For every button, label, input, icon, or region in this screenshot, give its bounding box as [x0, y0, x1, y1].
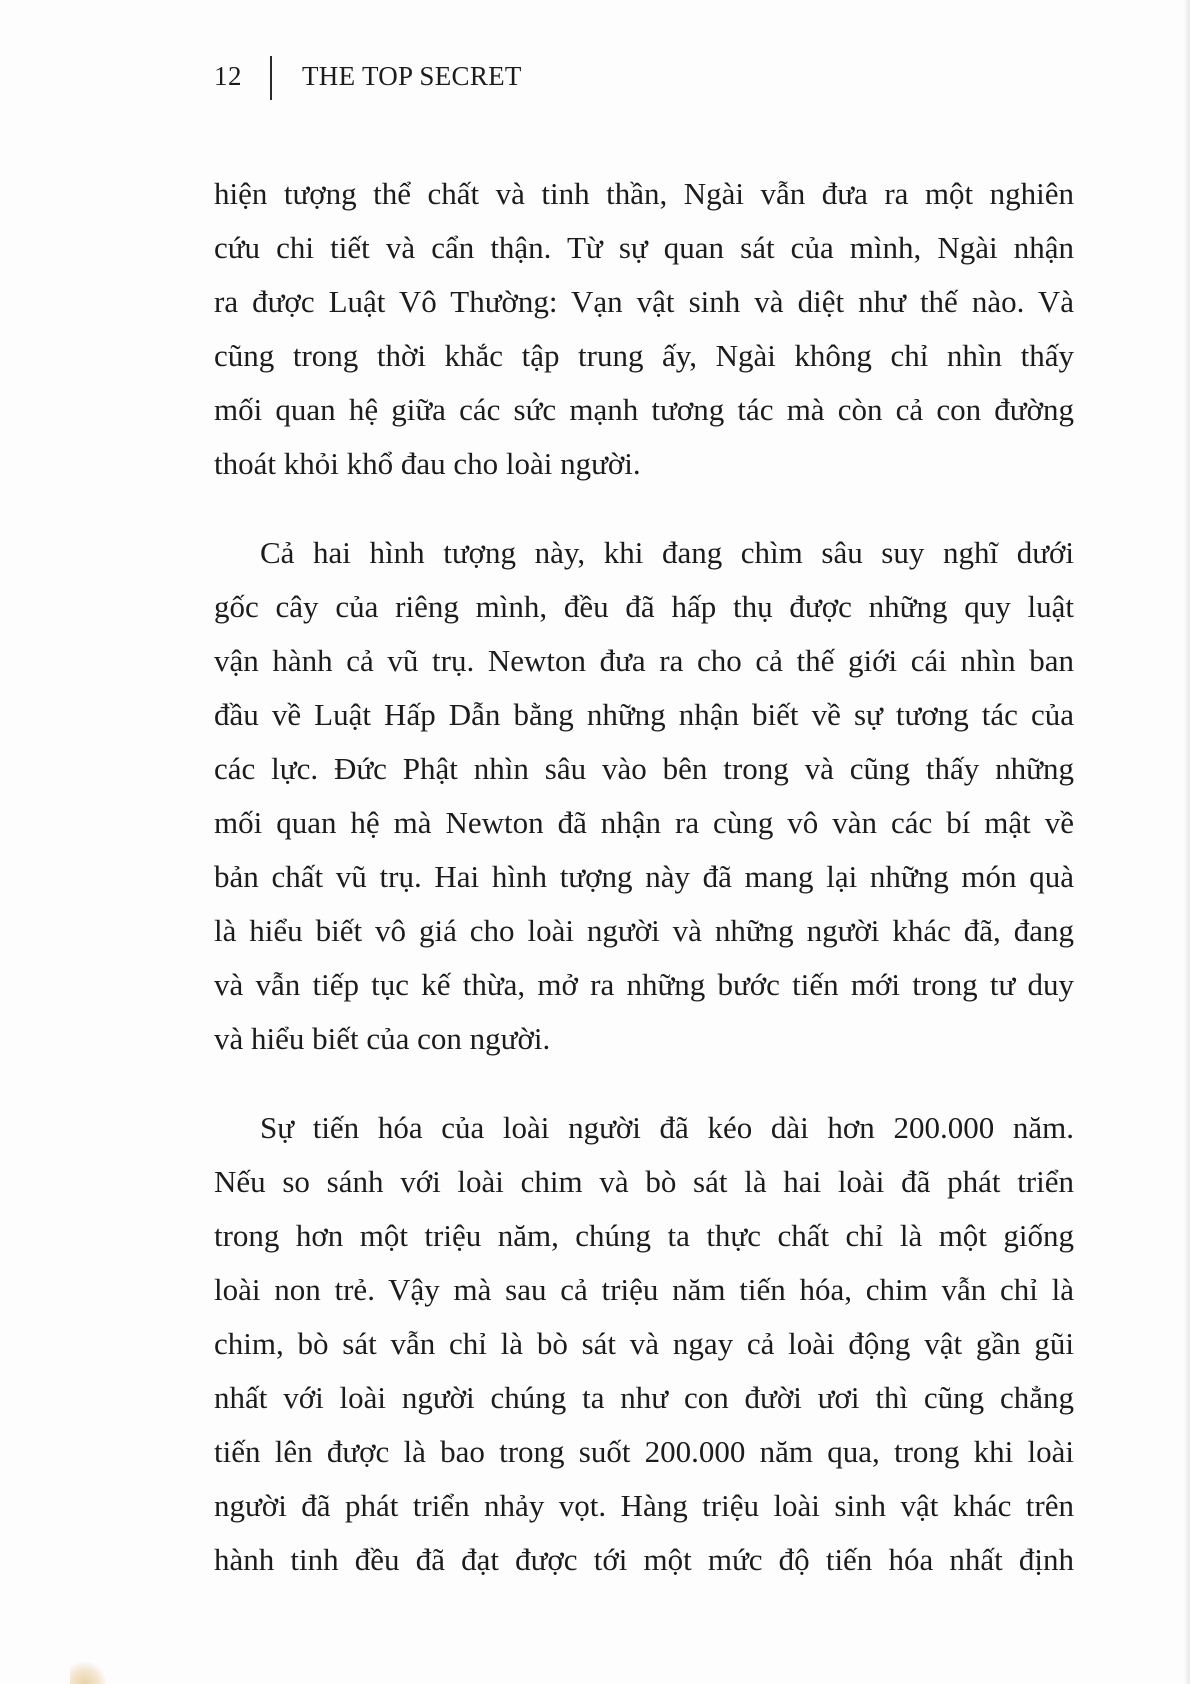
text-line: Nếu so sánh với loài chim và bò sát là hai loài đã phát triển: [214, 1164, 1074, 1199]
text-line: thoát khỏi khổ đau cho loài người.: [214, 446, 641, 481]
text-line: vận hành cả vũ trụ. Newton đưa ra cho cả thế giới cái nhìn ban: [214, 643, 1074, 678]
header-divider: [270, 56, 272, 100]
text-line: ra được Luật Vô Thường: Vạn vật sinh và diệt như thế nào. Và: [214, 284, 1074, 319]
text-line: và vẫn tiếp tục kế thừa, mở ra những bước tiến mới trong tư duy: [214, 967, 1074, 1002]
text-line: mối quan hệ giữa các sức mạnh tương tác mà còn cả con đường: [214, 392, 1074, 427]
paragraph-2: [214, 526, 1074, 1066]
paragraph-1: [214, 167, 1074, 491]
text-line: các lực. Đức Phật nhìn sâu vào bên trong và cũng thấy những: [214, 751, 1074, 786]
page-edge-shadow: [1184, 0, 1190, 1684]
text-line: cũng trong thời khắc tập trung ấy, Ngài không chỉ nhìn thấy: [214, 338, 1074, 373]
text-line: gốc cây của riêng mình, đều đã hấp thụ được những quy luật: [214, 589, 1074, 624]
text-line: chim, bò sát vẫn chỉ là bò sát và ngay cả loài động vật gần gũi: [214, 1326, 1074, 1361]
page-corner-stain: [70, 1662, 106, 1684]
text-line: mối quan hệ mà Newton đã nhận ra cùng vô vàn các bí mật về: [214, 805, 1074, 840]
running-title: THE TOP SECRET: [302, 61, 522, 91]
text-line: đầu về Luật Hấp Dẫn bằng những nhận biết về sự tương tác của: [214, 697, 1074, 732]
page-number: 12: [214, 61, 242, 91]
text-line: là hiểu biết vô giá cho loài người và những người khác đã, đang: [214, 913, 1074, 948]
text-line: hiện tượng thể chất và tinh thần, Ngài vẫn đưa ra một nghiên: [214, 176, 1074, 211]
text-line: tiến lên được là bao trong suốt 200.000 năm qua, trong khi loài: [214, 1434, 1074, 1469]
text-line: người đã phát triển nhảy vọt. Hàng triệu loài sinh vật khác trên: [214, 1488, 1074, 1523]
body-text: [214, 167, 1074, 1587]
text-line: hành tinh đều đã đạt được tới một mức độ tiến hóa nhất định: [214, 1542, 1074, 1577]
text-line: và hiểu biết của con người.: [214, 1021, 551, 1056]
page-header: [214, 56, 522, 106]
text-line: cứu chi tiết và cẩn thận. Từ sự quan sát của mình, Ngài nhận: [214, 230, 1074, 265]
text-line: trong hơn một triệu năm, chúng ta thực chất chỉ là một giống: [214, 1218, 1074, 1253]
text-line: Cả hai hình tượng này, khi đang chìm sâu suy nghĩ dưới: [260, 535, 1074, 570]
text-line: nhất với loài người chúng ta như con đười ươi thì cũng chẳng: [214, 1380, 1074, 1415]
text-line: bản chất vũ trụ. Hai hình tượng này đã mang lại những món quà: [214, 859, 1074, 894]
text-line: Sự tiến hóa của loài người đã kéo dài hơn 200.000 năm.: [260, 1110, 1074, 1145]
text-line: loài non trẻ. Vậy mà sau cả triệu năm tiến hóa, chim vẫn chỉ là: [214, 1272, 1074, 1307]
paragraph-3: [214, 1101, 1074, 1587]
